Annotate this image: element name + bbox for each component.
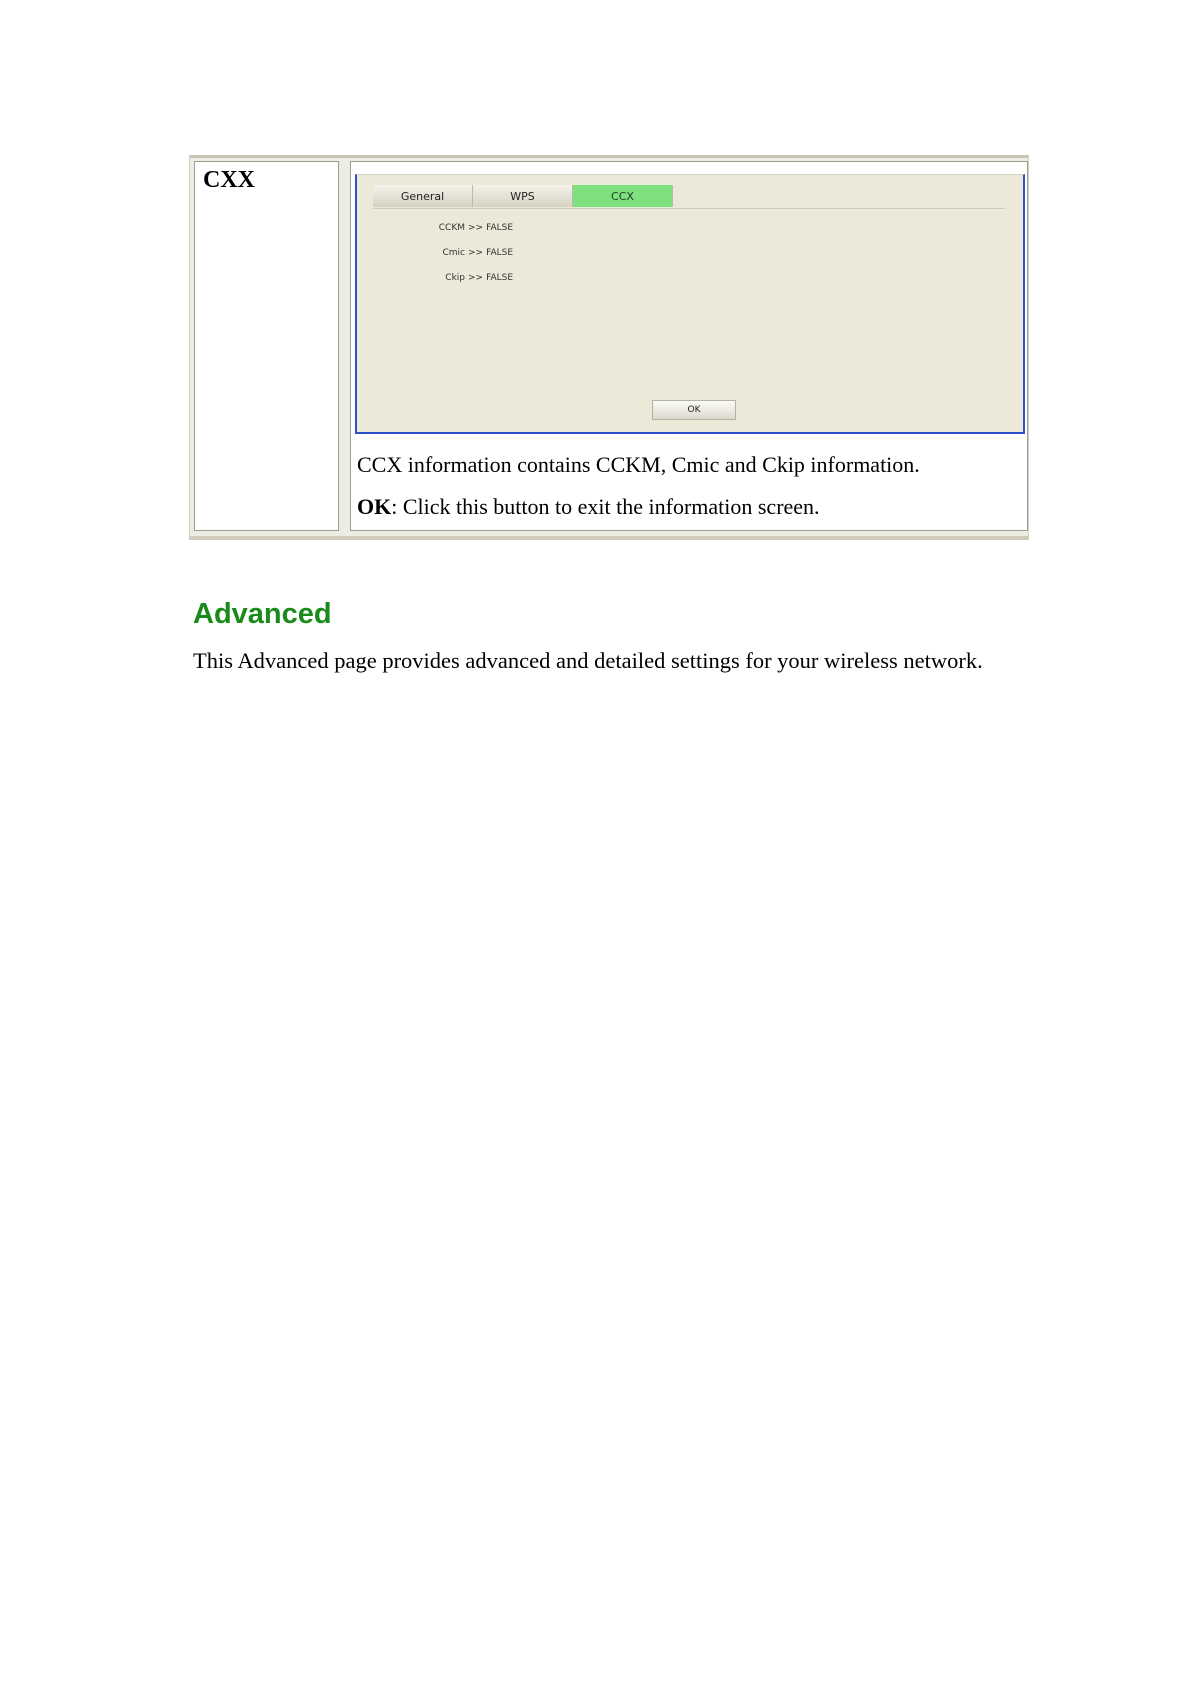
term-cell (194, 161, 339, 531)
info-row-cckm (357, 223, 513, 233)
info-value: FALSE (486, 248, 514, 258)
info-row-cmic (357, 248, 513, 258)
ok-description (357, 494, 820, 520)
section-title: Advanced (193, 598, 332, 630)
info-separator: >> (468, 223, 484, 233)
term-label: CXX (203, 167, 255, 193)
tab-bar (373, 185, 673, 207)
tab-wps[interactable]: WPS (473, 185, 573, 207)
ccx-window-screenshot (355, 174, 1025, 434)
ok-button[interactable]: OK (652, 400, 736, 420)
info-key: Ckip (445, 273, 465, 283)
info-value: FALSE (486, 273, 514, 283)
info-row-ckip (357, 273, 513, 283)
section-body: This Advanced page provides advanced and detailed settings for your wireless network. (193, 648, 983, 673)
ok-description-text: : Click this button to exit the information screen. (391, 494, 820, 519)
tab-ccx[interactable]: CCX (573, 185, 673, 207)
tab-general[interactable]: General (373, 185, 473, 207)
info-key: Cmic (442, 248, 465, 258)
ok-term: OK (357, 494, 392, 519)
definition-table (189, 155, 1029, 540)
info-value: FALSE (486, 223, 514, 233)
ccx-description: CCX information contains CCKM, Cmic and Ckip information. (357, 452, 920, 477)
info-separator: >> (468, 248, 484, 258)
info-separator: >> (468, 273, 484, 283)
info-key: CCKM (438, 223, 465, 233)
tab-divider (373, 208, 1005, 209)
definition-cell (350, 161, 1028, 531)
